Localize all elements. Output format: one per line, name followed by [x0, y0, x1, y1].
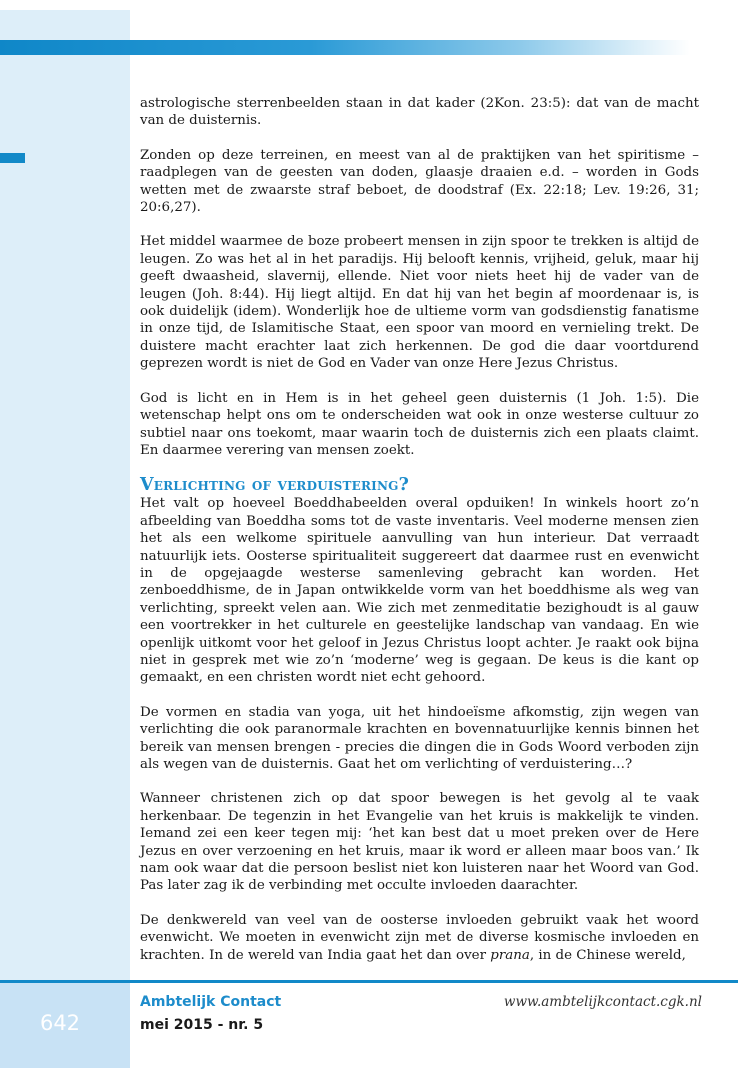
paragraph: astrologische sterrenbeelden staan in dat kader (2Kon. 23:5): dat van de macht van de duisternis.	[140, 96, 699, 129]
paragraph: Het valt op hoeveel Boeddhabeelden overal opduiken! In winkels hoort zo’n afbeelding van Boeddha soms tot de vaste inventaris. Veel moderne mensen zien het als een welkome spirituele aanvulling van hun interieur. Dat verraadt natuurlijk iets. Oosterse spiritualiteit suggereert dat daarmee rust en evenwicht in de opgejaagde westerse samenleving gebracht kan worden. Het zenboeddhisme, de in Japan ontwikkelde vorm van het boeddhisme als weg van verlichting, spreekt velen aan. Wie zich met zenmeditatie bezighoudt is al gauw een voortrekker in het culturele en geestelijke landschap van vandaag. En wie openlijk uitkomt voor het geloof in Jezus Christus loopt achter. Je raakt ook bijna niet in gesprek met wie zo’n ‘moderne’ weg is gegaan. De keus is die kant op gemaakt, en een christen wordt niet echt gehoord.	[140, 496, 699, 686]
paragraph-text: De denkwereld van veel van de oosterse invloeden gebruikt vaak het woord evenwicht. We moeten in evenwicht zijn met de diverse kosmische invloeden en krachten. In de wereld van India gaat het dan over	[140, 912, 699, 963]
paragraph: God is licht en in Hem is in het geheel geen duisternis (1 Joh. 1:5). Die wetenschap helpt ons om te onderscheiden wat ook in onze westerse cultuur zo subtiel naar ons toekomt, maar waarin toch de duisternis zich een plaats claimt. En daarmee verering van mensen zoekt.	[140, 390, 699, 458]
magazine-title: Ambtelijk Contact	[140, 994, 282, 1010]
paragraph: Het middel waarmee de boze probeert mensen in zijn spoor te trekken is altijd de leugen. Zo was het al in het paradijs. Hij belooft kennis, vrijheid, geluk, maar hij geeft dwaasheid, slavernij, ellende. Niet voor niets heet hij de vader van de leugen (Joh. 8:44). Hij liegt altijd. En dat hij van het begin af moordenaar is, is ook duidelijk (idem). Wonderlijk hoe de ultieme vorm van godsdienstig fanatisme in onze tijd, de Islamitische Staat, een spoor van moord en vernieling trekt. De duistere macht erachter laat zich herkennen. De god die daar voortdurend geprezen wordt is niet de God en Vader van onze Here Jezus Christus.	[140, 234, 699, 372]
magazine-issue: mei 2015 - nr. 5	[140, 1017, 264, 1033]
paragraph-text: , in de Chinese wereld,	[529, 947, 686, 963]
website-link[interactable]: www.ambtelijkcontact.cgk.nl	[503, 994, 702, 1010]
paragraph: Wanneer christenen zich op dat spoor bewegen is het gevolg al te vaak herkenbaar. De tegenzin in het Evangelie van het kruis is makkelijk te vinden. Iemand zei een keer tegen mij: ‘het kan best dat u moet preken over de Here Jezus en over verzoening en het kruis, maar ik word er alleen maar boos van.’ Ik nam ook waar dat die persoon beslist niet kon luisteren naar het Woord van God. Pas later zag ik de verbinding met occulte invloeden daarachter.	[140, 791, 699, 894]
side-marker	[0, 153, 25, 163]
paragraph-last	[140, 912, 699, 964]
side-panel	[0, 10, 130, 1068]
section-heading: Verlichting of verduistering?	[140, 475, 410, 496]
header-gradient-bar	[0, 40, 690, 55]
emphasis-prana: prana	[490, 947, 530, 963]
paragraph: Zonden op deze terreinen, en meest van al de praktijken van het spiritisme – raadplegen van de geesten van doden, glaasje draaien e.d. – worden in Gods wetten met de zwaarste straf beboet, de doodstraf (Ex. 22:18; Lev. 19:26, 31; 20:6,27).	[140, 147, 699, 216]
page-number: 642	[39, 1011, 81, 1035]
article-body	[140, 95, 699, 981]
paragraph: De vormen en stadia van yoga, uit het hindoeïsme afkomstig, zijn wegen van verlichting die ook paranormale krachten en bovennatuurlijke kennis binnen het bereik van mensen brengen - precies die dingen die in Gods Woord verboden zijn als wegen van de duisternis. Gaat het om verlichting of verduistering…?	[140, 704, 699, 772]
